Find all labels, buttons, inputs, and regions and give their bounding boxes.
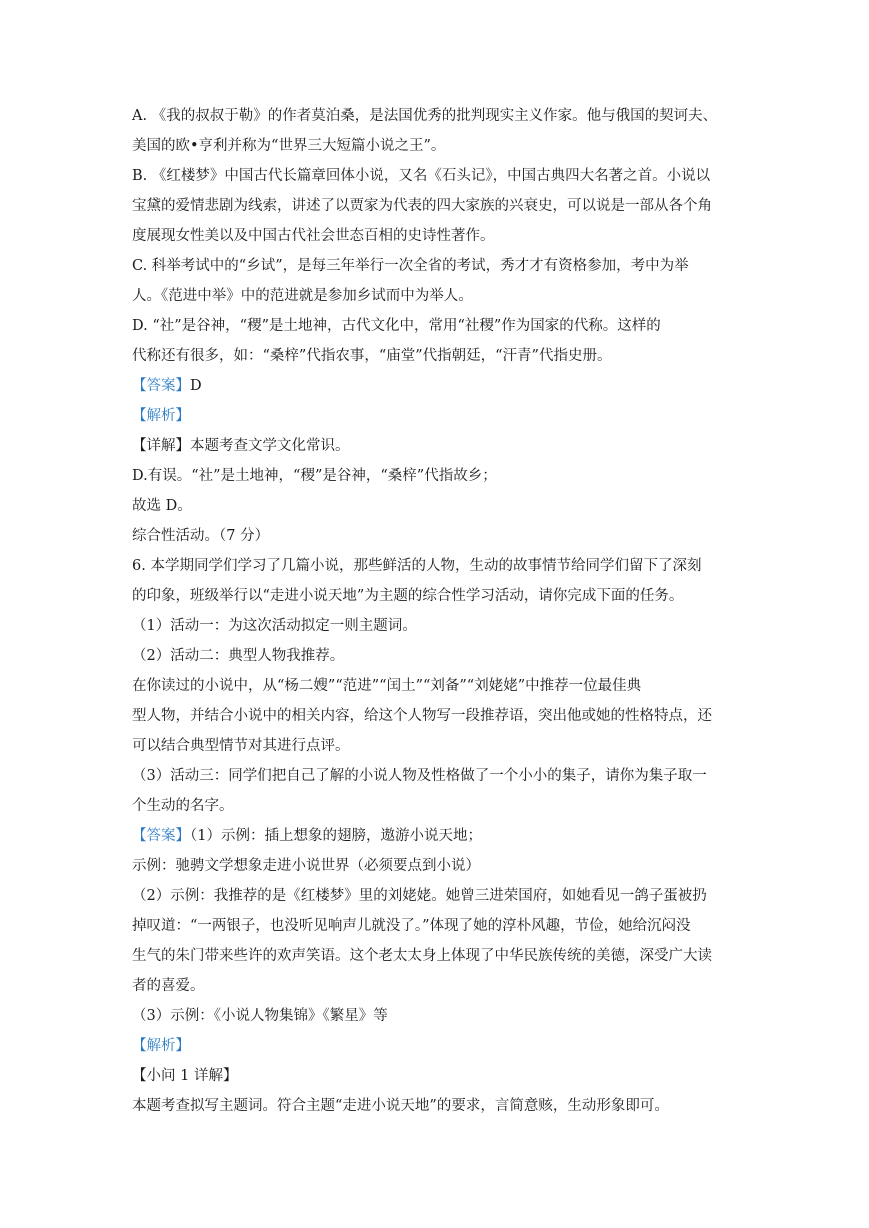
detail-line-1: 【详解】本题考查文学文化常识。 <box>132 438 350 454</box>
option-b-line-3: 度展现女性美以及中国古代社会世态百相的史诗性著作。 <box>132 228 495 244</box>
option-c-line-2: 人。《范进中举》中的范进就是参加乡试而中为举人。 <box>132 288 473 304</box>
answer-label: 【答案】 <box>132 378 190 394</box>
question-6-line-1: 6. 本学期同学们学习了几篇小说，那些鲜活的人物，生动的故事情节给同学们留下了深刻 <box>132 558 702 574</box>
answer-line-q6 <box>132 826 742 846</box>
option-a-line-2: 美国的欧•亨利并称为“世界三大短篇小说之王”。 <box>132 138 446 154</box>
option-d-line-1: D. “社”是谷神，“稷”是土地神，古代文化中，常用“社稷”作为国家的代称。这样的 <box>132 318 661 334</box>
task-3-line-2: 个生动的名字。 <box>132 798 234 814</box>
subquestion-1-detail: 本题考查拟写主题词。符合主题“走进小说天地”的要求，言简意赅，生动形象即可。 <box>132 1098 669 1114</box>
subquestion-1-heading: 【小问 1 详解】 <box>132 1068 238 1084</box>
task-2-desc-line-1: 在你读过的小说中，从“杨二嫂”“范进”“闰土”“刘备”“刘姥姥”中推荐一位最佳典 <box>132 678 642 694</box>
answer-2-line-2: 掉叹道：“一两银子，也没听见响声儿就没了。”体现了她的淳朴风趣，节俭，她给沉闷没 <box>132 918 691 934</box>
answer-line-q5 <box>132 376 742 396</box>
section-heading: 综合性活动。（7 分） <box>132 528 270 544</box>
task-1-line: （1）活动一：为这次活动拟定一则主题词。 <box>132 618 417 634</box>
task-2-desc-line-2: 型人物，并结合小说中的相关内容，给这个人物写一段推荐语，突出他或她的性格特点，还 <box>132 708 712 724</box>
task-3-line-1: （3）活动三：同学们把自己了解的小说人物及性格做了一个小小的集子，请你为集子取一 <box>132 768 707 784</box>
analysis-label-q5: 【解析】 <box>132 408 190 424</box>
answer-example-1: （1）示例：插上想象的翅膀，遨游小说天地； <box>190 828 482 844</box>
answer-label: 【答案】 <box>132 828 190 844</box>
answer-example-2: 示例：驰骋文学想象走进小说世界（必须要点到小说） <box>132 858 480 874</box>
option-b-line-1: B. 《红楼梦》中国古代长篇章回体小说，又名《石头记》，中国古典四大名著之首。小说以 <box>132 168 711 184</box>
task-2-line: （2）活动二：典型人物我推荐。 <box>132 648 345 664</box>
task-2-desc-line-3: 可以结合典型情节对其进行点评。 <box>132 738 350 754</box>
detail-line-2: D.有误。“社”是土地神，“稷”是谷神，“桑梓”代指故乡； <box>132 468 497 484</box>
analysis-label-q6: 【解析】 <box>132 1038 190 1054</box>
answer-2-line-4: 者的喜爱。 <box>132 978 205 994</box>
answer-2-line-1: （2）示例：我推荐的是《红楼梦》里的刘姥姥。她曾三进荣国府，如她看见一鸽子蛋被扔 <box>132 888 707 904</box>
option-c-line-1: C. 科举考试中的“乡试”，是每三年举行一次全省的考试，秀才才有资格参加，考中为举 <box>132 258 689 274</box>
answer-3-line: （3）示例：《小说人物集锦》《繁星》等 <box>132 1008 388 1024</box>
option-a-line-1: A. 《我的叔叔于勒》的作者莫泊桑，是法国优秀的批判现实主义作家。他与俄国的契诃夫、 <box>132 108 718 124</box>
option-d-line-2: 代称还有很多，如：“桑梓”代指农事，“庙堂”代指朝廷，“汗青”代指史册。 <box>132 348 612 364</box>
answer-value: D <box>190 378 202 394</box>
option-b-line-2: 宝黛的爱情悲剧为线索，讲述了以贾家为代表的四大家族的兴衰史，可以说是一部从各个角 <box>132 198 712 214</box>
question-6-line-2: 的印象，班级举行以“走进小说天地”为主题的综合性学习活动，请你完成下面的任务。 <box>132 588 684 604</box>
detail-line-3: 故选 D。 <box>132 498 192 514</box>
answer-2-line-3: 生气的朱门带来些许的欢声笑语。这个老太太身上体现了中华民族传统的美德，深受广大读 <box>132 948 712 964</box>
